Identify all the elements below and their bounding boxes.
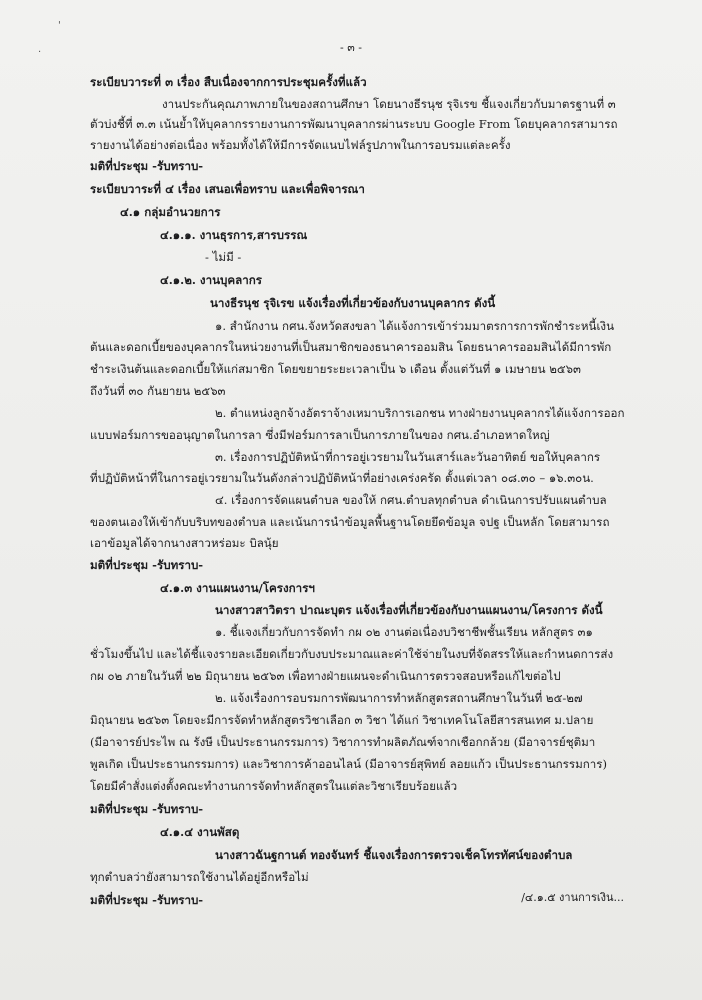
text-line: ๒. แจ้งเรื่องการอบรมการพัฒนาการทำหลักสูตรสถานศึกษาในวันที่ ๒๕-๒๗ [215, 691, 583, 705]
scan-mark: . [38, 44, 42, 55]
text-line: ๑. ชี้แจงเกี่ยวกับการจัดทำ กผ ๐๒ งานต่อเนื่องบวิชาชีพชั้นเรียน หลักสูตร ๓๑ [215, 625, 593, 639]
text-line: ๓. เรื่องการปฏิบัติหน้าที่การอยู่เวรยามในวันเสาร์และวันอาทิตย์ ขอให้บุคลากร [215, 450, 601, 464]
text-line: ถึงวันที่ ๓๐ กันยายน ๒๕๖๓ [90, 384, 226, 398]
text-line: โดยมีคำสั่งแต่งตั้งคณะทำงานการจัดทำหลักสูตรในแต่ละวิชาเรียบร้อยแล้ว [90, 779, 458, 793]
heading-line: มติที่ประชุม -รับทราบ- [90, 893, 204, 907]
heading-line: มติที่ประชุม -รับทราบ- [90, 558, 204, 572]
heading-line: ๔.๑.๓ งานแผนงาน/โครงการฯ [160, 581, 315, 595]
text-line: แบบฟอร์มการขออนุญาตในการลา ซึ่งมีฟอร์มการลาเป็นการภายในของ กศน.อำเภอหาดใหญ่ [90, 428, 550, 442]
text-line: ทุกตำบลว่ายังสามารถใช้งานได้อยู่อีกหรือไม่ [90, 870, 309, 884]
text-line: ต้นและดอกเบี้ยของบุคลากรในหน่วยงานที่เป็นสมาชิกของธนาคารออมสิน โดยธนาคารออมสินได้มีการพัก [90, 340, 612, 354]
heading-line: ๔.๑.๑. งานธุรการ,สารบรรณ [160, 228, 308, 242]
text-line: กผ ๐๒ ภายในวันที่ ๒๒ มิถุนายน ๒๕๖๓ เพื่อทางฝ่ายแผนจะดำเนินการตรวจสอบหรือแก้ไขต่อไป [90, 669, 561, 683]
heading-line: ๔.๑.๔ งานพัสดุ [160, 825, 240, 839]
text-line: - ไม่มี - [205, 250, 242, 264]
heading-line: ระเบียบวาระที่ ๔ เรื่อง เสนอเพื่อทราบ และเพื่อพิจารณา [90, 182, 365, 196]
heading-line: นางธีรนุช รุจิเรข แจ้งเรื่องที่เกี่ยวข้องกับงานบุคลากร ดังนี้ [210, 296, 496, 310]
text-line: งานประกันคุณภาพภายในของสถานศึกษา โดยนางธีรนุช รุจิเรข ชี้แจงเกี่ยวกับมาตรฐานที่ ๓ [162, 97, 616, 111]
heading-line: นางสาวฉันฐกานต์ ทองจันทร์ ชี้แจงเรื่องการตรวจเช็คโทรทัศน์ของตำบล [215, 848, 573, 862]
text-line: พูลเกิด เป็นประธานกรรมการ) และวิชาการค้าออนไลน์ (มีอาจารย์สุพิทย์ ลอยแก้ว เป็นประธานกรรมการ) [90, 757, 608, 771]
text-line: ที่ปฏิบัติหน้าที่ในการอยู่เวรยามในวันดังกล่าวปฏิบัติหน้าที่อย่างเคร่งครัด ตั้งแต่เวลา ๐๘.๓๐ – ๑๖.๓๐น. [90, 471, 594, 485]
text-line: มิถุนายน ๒๕๖๓ โดยจะมีการจัดทำหลักสูตรวิชาเลือก ๓ วิชา ได้แก่ วิชาเทคโนโลยีสารสนเทศ ม.ปลาย [90, 713, 594, 727]
text-line: ตัวบ่งชี้ที่ ๓.๓ เน้นย้ำให้บุคลากรรายงานการพัฒนาบุคลากรผ่านระบบ Google From โดยบุคลากรสามารถ [90, 117, 618, 131]
text-line: ของตนเองให้เข้ากับบริบทของตำบล และเน้นการนำข้อมูลพื้นฐานโดยยึดข้อมูล จปฐ เป็นหลัก โดยสามารถ [90, 515, 610, 529]
scan-mark: ' [58, 20, 61, 31]
text-line: ๒. ตำแหน่งลูกจ้างอัตราจ้างเหมาบริการเอกชน ทางฝ่ายงานบุคลากรได้แจ้งการออก [215, 406, 625, 420]
continuation-note: /๔.๑.๕ งานการเงิน... [521, 891, 624, 904]
text-line: ๑. สำนักงาน กศน.จังหวัดสงขลา ได้แจ้งการเข้าร่วมมาตรการการพักชำระหนี้เงิน [215, 319, 614, 333]
text-line: รายงานได้อย่างต่อเนื่อง พร้อมทั้งได้ให้มีการจัดแนบไฟล์รูปภาพในการอบรมแต่ละครั้ง [90, 138, 511, 152]
text-line: (มีอาจารย์ประไพ ณ รังษี เป็นประธานกรรมการ) วิชาการทำผลิตภัณฑ์จากเชือกกล้วย (มีอาจารย์ชุติมา [90, 735, 596, 749]
text-line: ชำระเงินต้นและดอกเบี้ยให้แก่สมาชิก โดยขยายระยะเวลาเป็น ๖ เดือน ตั้งแต่วันที่ ๑ เมษายน ๒๕๖๓ [90, 362, 581, 376]
heading-line: ๔.๑.๒. งานบุคลากร [160, 273, 262, 287]
text-line: เอาข้อมูลได้จากนางสาวหร่อมะ บิลนุ้ย [90, 536, 279, 550]
heading-line: มติที่ประชุม -รับทราบ- [90, 802, 204, 816]
heading-line: ๔.๑ กลุ่มอำนวยการ [120, 205, 221, 219]
heading-line: นางสาวสาวิตรา ปาณะบุตร แจ้งเรื่องที่เกี่ยวข้องกับงานแผนงาน/โครงการ ดังนี้ [215, 603, 603, 617]
text-line: ชั่วโมงขึ้นไป และได้ชี้แจงรายละเอียดเกี่ยวกับงบประมาณและค่าใช้จ่ายในงบที่จัดสรรให้และกำหนดการส่ง [90, 647, 614, 661]
page-number: - ๓ - [340, 41, 362, 54]
heading-line: มติที่ประชุม -รับทราบ- [90, 159, 204, 173]
heading-line: ระเบียบวาระที่ ๓ เรื่อง สืบเนื่องจากการประชุมครั้งที่แล้ว [90, 75, 367, 89]
text-line: ๔. เรื่องการจัดแผนตำบล ของให้ กศน.ตำบลทุกตำบล ดำเนินการปรับแผนตำบล [215, 493, 607, 507]
